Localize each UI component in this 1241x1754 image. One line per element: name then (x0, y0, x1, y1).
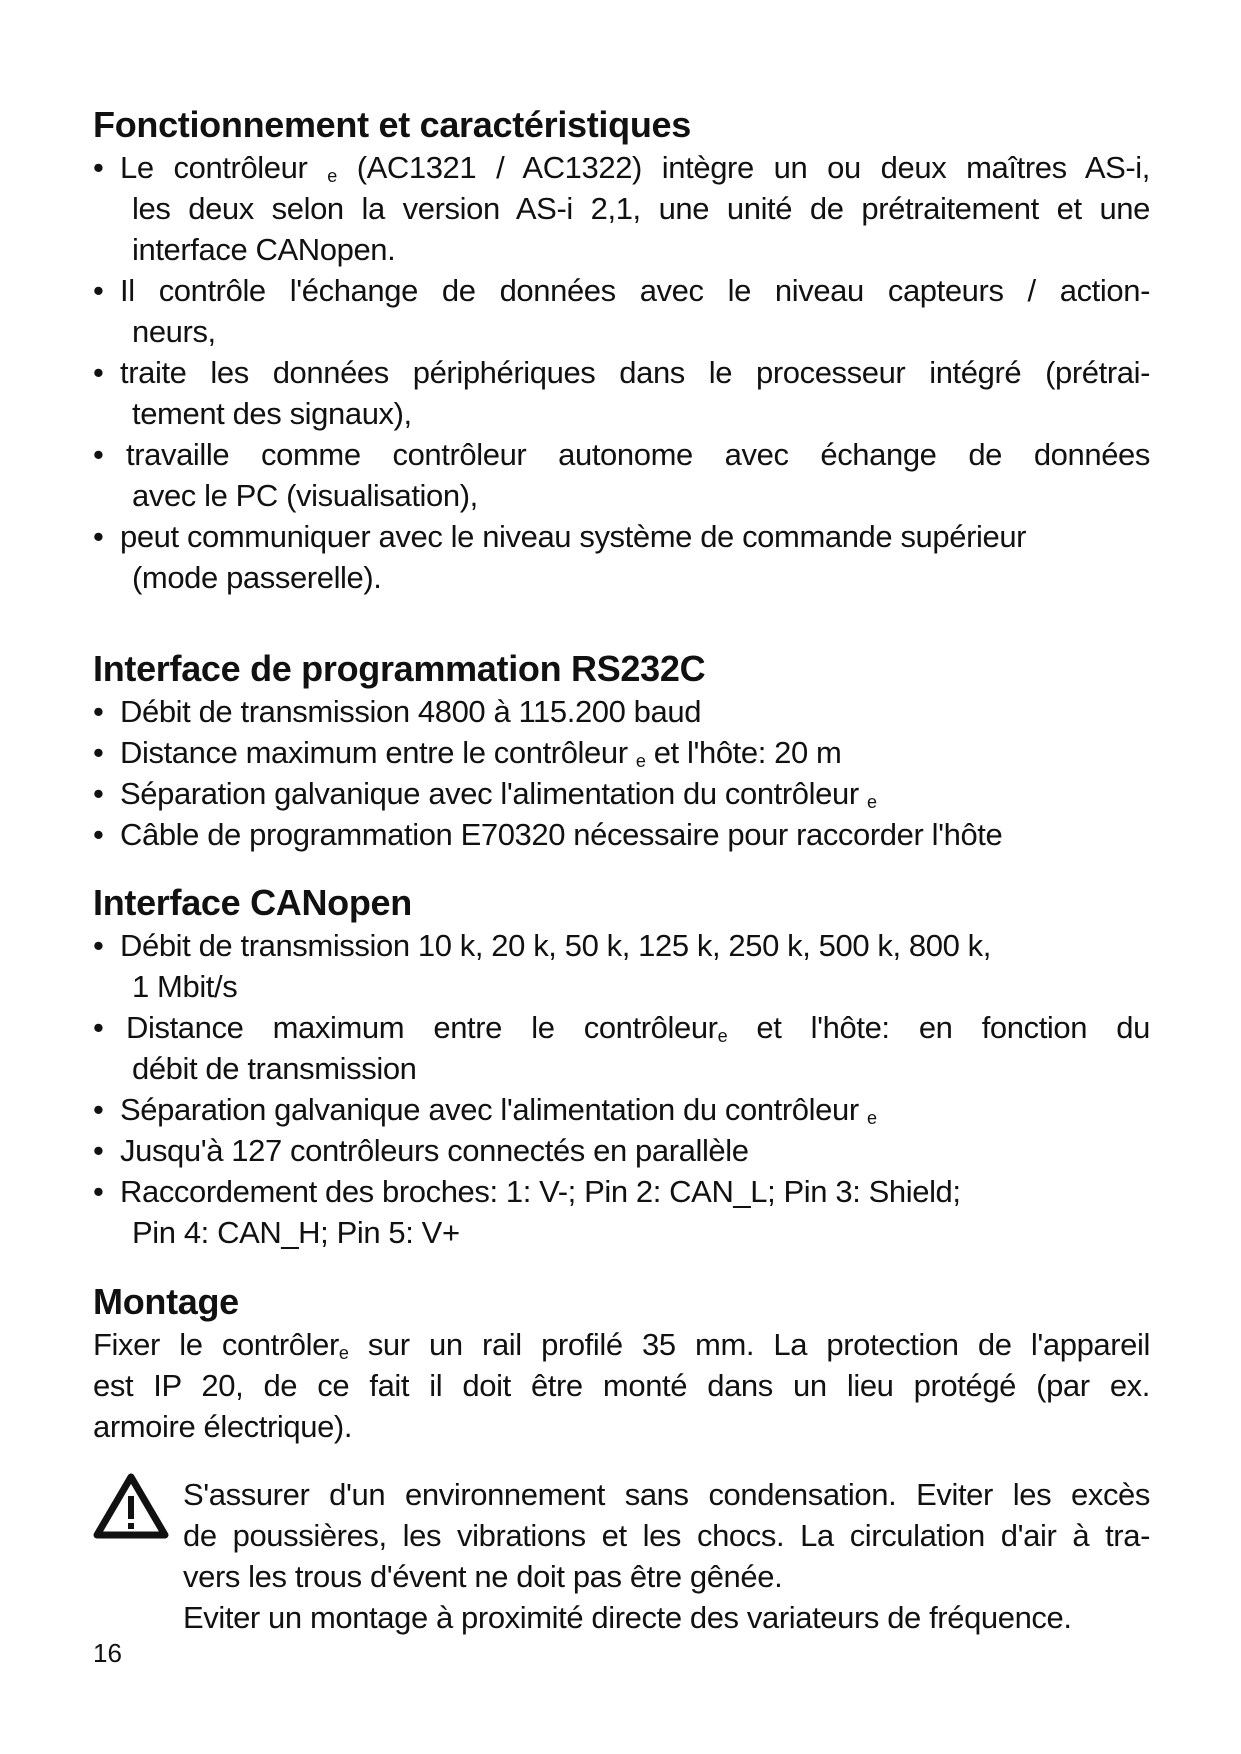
heading: Montage (93, 1281, 239, 1322)
list-item-cont: 1 Mbit/s (132, 969, 238, 1004)
list-item: • traite les données périphériques dans le processeur intégré (prétrai- (93, 355, 1150, 390)
list-item-cont: les deux selon la version AS-i 2,1, une unité de prétraitement et une (132, 191, 1150, 226)
list-item: • Le contrôleur $_e$ (AC1321 / AC1322) intègre un ou deux maîtres AS-i, (93, 150, 1150, 186)
paragraph-line: Fixer le contrôler$_e$ sur un rail profilé 35 mm. La protection de l'appareil (93, 1327, 1150, 1363)
paragraph-line: est IP 20, de ce fait il doit être monté dans un lieu protégé (par ex. (93, 1368, 1150, 1403)
list-item: • peut communiquer avec le niveau système de commande supérieur (93, 519, 1027, 554)
warning-text (183, 1474, 1150, 1638)
warning-line: S'assurer d'un environnement sans condensation. Eviter les excès (183, 1477, 1150, 1512)
section-rs232c (93, 647, 1150, 855)
list-item: • Séparation galvanique avec l'alimentation du contrôleur $_e$ (93, 776, 877, 812)
list-item-cont: débit de transmission (132, 1051, 417, 1086)
list-item: • Câble de programmation E70320 nécessaire pour raccorder l'hôte (93, 817, 1003, 852)
list-item: • Débit de transmission 4800 à 115.200 baud (93, 694, 702, 729)
list-item-cont: neurs, (132, 314, 216, 349)
list-item-cont: tement des signaux), (132, 396, 412, 431)
section-montage (93, 1280, 1150, 1447)
list-item-cont: avec le PC (visualisation), (132, 478, 478, 513)
heading: Interface CANopen (93, 882, 412, 923)
list-item: • travaille comme contrôleur autonome avec échange de données (93, 437, 1150, 472)
warning-line: Eviter un montage à proximité directe des variateurs de fréquence. (183, 1600, 1072, 1635)
section-canopen (93, 881, 1150, 1253)
list-item: • Débit de transmission 10 k, 20 k, 50 k, 125 k, 250 k, 500 k, 800 k, (93, 928, 991, 963)
heading: Interface de programmation RS232C (93, 648, 706, 689)
paragraph-line: armoire électrique). (93, 1409, 353, 1444)
warning-line: de poussières, les vibrations et les chocs. La circulation d'air à tra- (183, 1518, 1150, 1553)
section-fonctionnement (93, 103, 1150, 598)
list-item: • Séparation galvanique avec l'alimentation du contrôleur $_e$ (93, 1092, 877, 1128)
list-item: • Jusqu'à 127 contrôleurs connectés en parallèle (93, 1133, 749, 1168)
list-item-cont: Pin 4: CAN_H; Pin 5: V+ (132, 1215, 460, 1250)
list-item: • Raccordement des broches: 1: V-; Pin 2: CAN_L; Pin 3: Shield; (93, 1174, 961, 1209)
page-number: 16 (93, 1638, 122, 1668)
list-item: • Distance maximum entre le contrôleur$_e$ et l'hôte: en fonction du (93, 1010, 1150, 1046)
list-item-cont: (mode passerelle). (132, 560, 382, 595)
list-item: • Distance maximum entre le contrôleur $_e$ et l'hôte: 20 m (93, 735, 842, 771)
list-item: • Il contrôle l'échange de données avec le niveau capteurs / action- (93, 273, 1150, 308)
warning-triangle-icon (93, 1472, 169, 1540)
list-item-cont: interface CANopen. (132, 232, 396, 267)
heading: Fonctionnement et caractéristiques (93, 104, 691, 145)
warning-line: vers les trous d'évent ne doit pas être gênée. (183, 1559, 783, 1594)
